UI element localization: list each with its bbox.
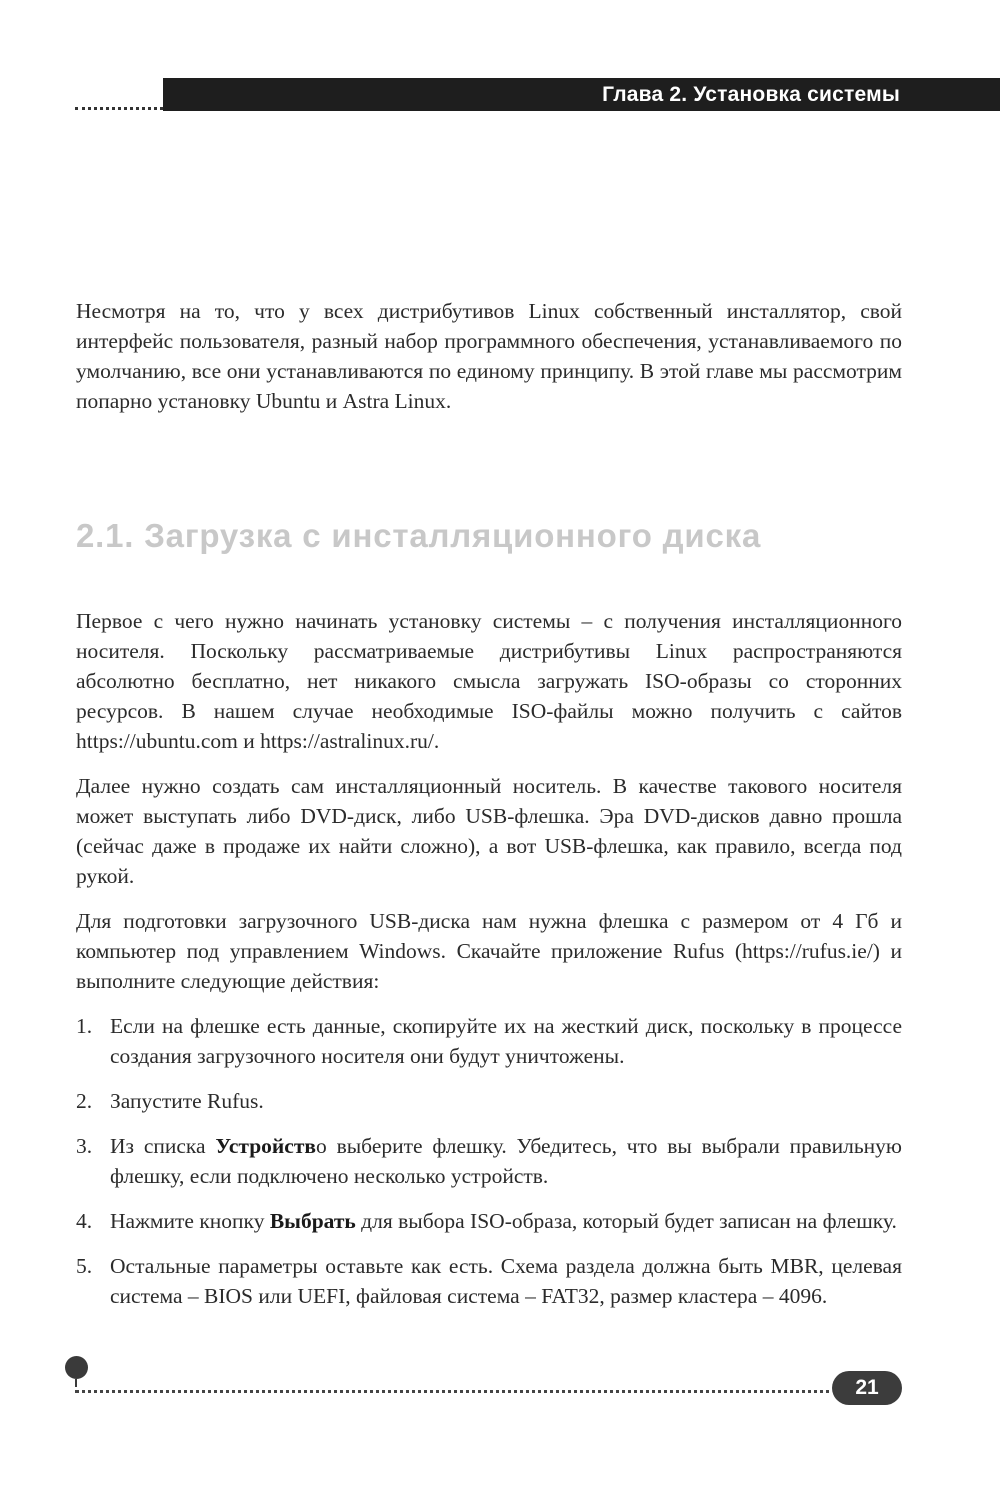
list-text [110, 1086, 902, 1116]
list-text [110, 1131, 902, 1191]
list-text [110, 1206, 902, 1236]
step-bold-text: Устройств [215, 1134, 317, 1158]
paragraph: Для подготовки загрузочного USB-диска нам нужна флешка с размером от 4 Гб и компьютер под управлением Windows. Скачайте приложение Rufus (https://rufus.ie/) и выполните следующие действия: [76, 909, 902, 993]
footer-bullet-stem [75, 1379, 77, 1387]
step-text: Из списка [110, 1134, 216, 1158]
list-number: 2. [76, 1089, 93, 1113]
section-body [76, 606, 902, 1326]
list-number: 1. [76, 1014, 93, 1038]
list-text [110, 1011, 902, 1071]
chapter-title: Глава 2. Установка системы [602, 83, 900, 106]
steps-list [76, 1011, 902, 1311]
section-heading: 2.1. Загрузка с инсталляционного диска [76, 517, 762, 554]
step-text: Если на флешке есть данные, скопируйте их на жесткий диск, поскольку в процессе создания загрузочного носителя они будут уничтожены. [110, 1014, 902, 1068]
list-text [110, 1251, 902, 1311]
step-text-after: о выберите флешку. Убедитесь, что вы выбрали правильную флешку, если подключено несколько устройств. [110, 1134, 902, 1188]
step-text-after: для выбора ISO-образа, который будет записан на флешку. [355, 1209, 897, 1233]
footer-dotted-rule [75, 1390, 837, 1393]
step-text: Нажмите кнопку [110, 1209, 270, 1233]
list-item [76, 1086, 902, 1116]
footer-bullet-icon [65, 1356, 88, 1379]
step-text: Запустите Rufus. [110, 1089, 264, 1113]
step-bold-text: Выбрать [269, 1209, 356, 1233]
paragraph: Первое с чего нужно начинать установку системы – с получения инсталляционного носителя. Поскольку рассматриваемые дистрибутивы Linux распространяются абсолютно бесплатно, нет никакого смысла загружать ISO-образы со сторонних ресурсов. В нашем случае необходимые ISO-файлы можно получить с сайтов https://ubuntu.com и https://astralinux.ru/. [76, 609, 902, 753]
list-item [76, 1011, 902, 1071]
header-dotted-rule [75, 107, 163, 110]
paragraph: Далее нужно создать сам инсталляционный носитель. В качестве такового носителя может выступать либо DVD-диск, либо USB-флешка. Эра DVD-дисков давно прошла (сейчас даже в продаже их найти сложно), а вот USB-флешка, как правило, всегда под рукой. [76, 774, 902, 888]
list-number: 4. [76, 1209, 93, 1233]
list-number: 5. [76, 1254, 93, 1278]
list-number: 3. [76, 1134, 93, 1158]
intro-paragraph: Несмотря на то, что у всех дистрибутивов Linux собственный инсталлятор, свой интерфейс пользователя, разный набор программного обеспечения, устанавливаемого по умолчанию, все они устанавливаются по единому принципу. В этой главе мы рассмотрим попарно установку Ubuntu и Astra Linux. [76, 299, 902, 413]
page-number-badge: 21 [832, 1371, 902, 1405]
step-text: Остальные параметры оставьте как есть. Схема раздела должна быть MBR, целевая система – BIOS или UEFI, файловая система – FAT32, размер кластера – 4096. [110, 1254, 902, 1308]
list-item [76, 1131, 902, 1191]
chapter-header-bar [163, 78, 1000, 111]
list-item [76, 1206, 902, 1236]
list-item [76, 1251, 902, 1311]
